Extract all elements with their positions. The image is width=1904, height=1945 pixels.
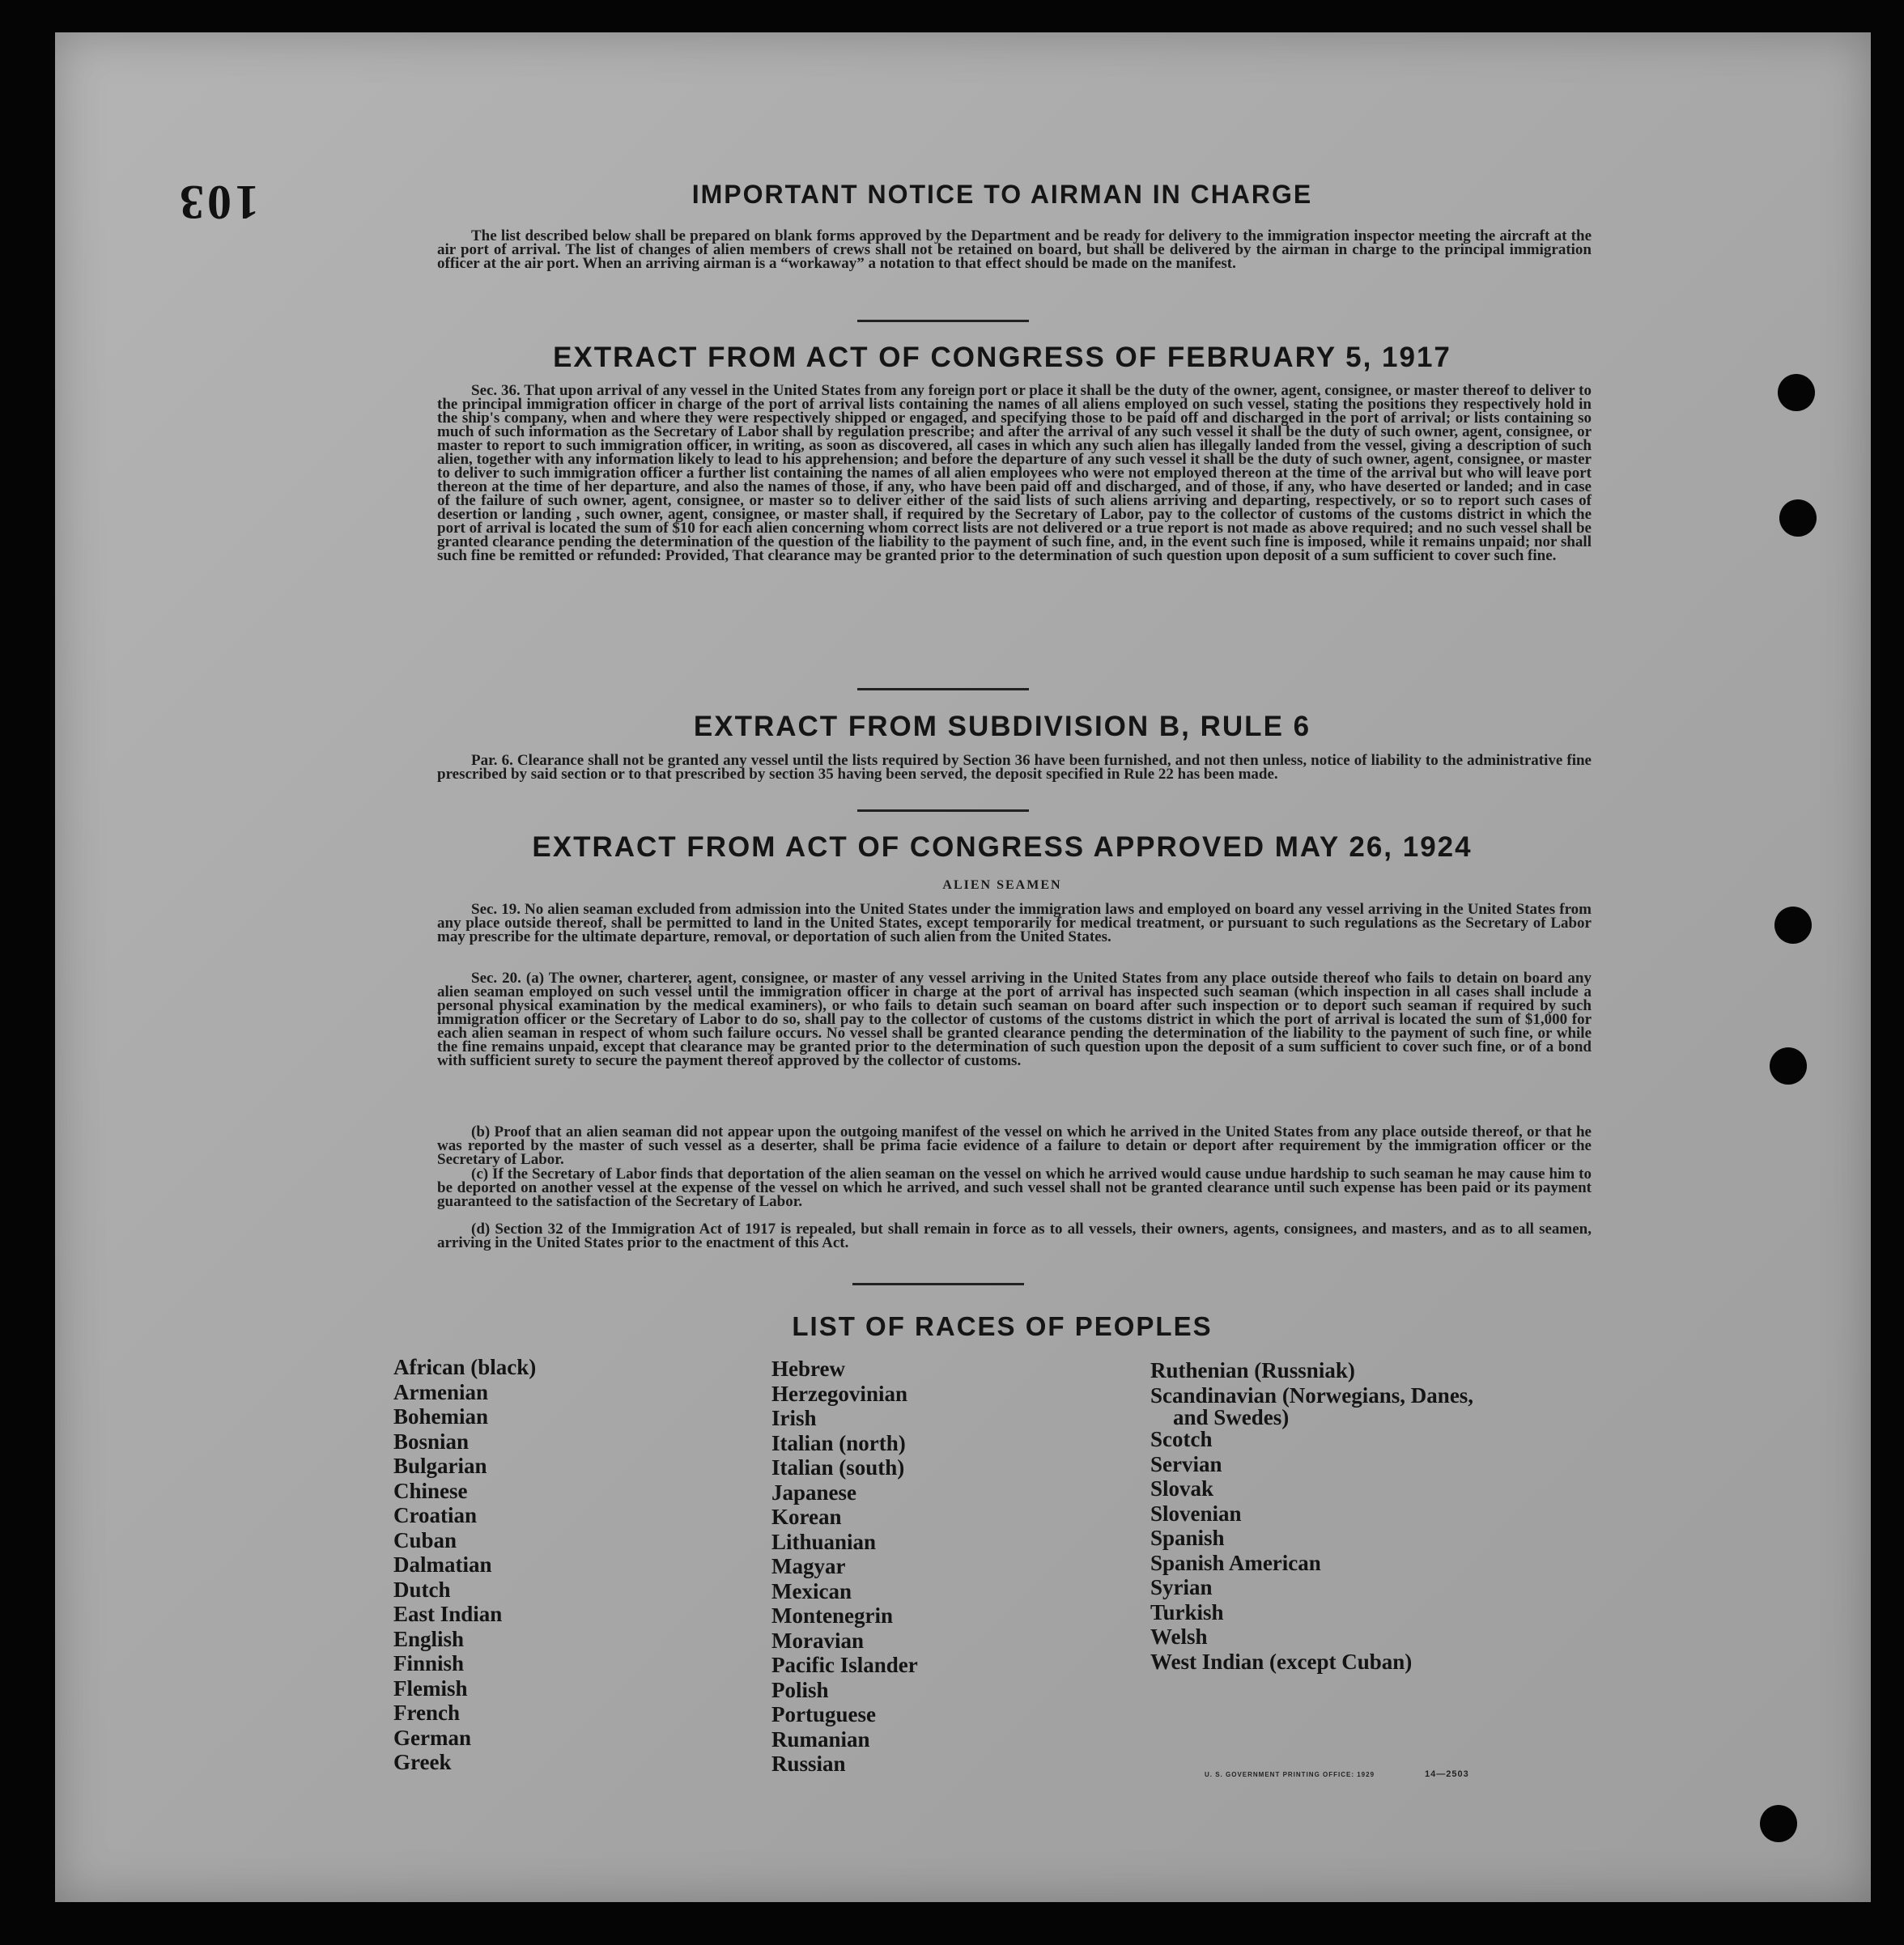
race-item: Dutch	[393, 1577, 451, 1602]
race-item: Finnish	[393, 1651, 465, 1675]
race-item: Herzegovinian	[771, 1381, 907, 1406]
race-item: Irish	[771, 1406, 817, 1430]
race-item: Hebrew	[771, 1357, 845, 1381]
race-item: French	[393, 1701, 460, 1725]
notice-text: The list described below shall be prepared on blank forms approved by the Department and be ready for delivery to the immigration inspector meeting the aircraft at the air port of arrival. The list of changes of alien members of crews shall not be retained on board, but shall be delivered by the airman in charge to the principal immigration officer at the air port. When an arriving airman is a “workaway” a notation to that effect should be made on the manifest.	[437, 227, 1592, 272]
sec-20d-text: (d) Section 32 of the Immigration Act of 1917 is repealed, but shall remain in force as to all vessels, their owners, agents, consignees, and masters, and as to all seamen, arriving in the United States prior to the enactment of this Act.	[437, 1221, 1592, 1251]
extract-1924-title: EXTRACT FROM ACT OF CONGRESS APPROVED MAY 26, 1924	[532, 831, 1473, 863]
extract-1917-text: Sec. 36. That upon arrival of any vessel in the United States from any foreign port or place it shall be the duty of the owner, agent, consignee, or master thereof to deliver to the principal immigration officer in charge of the port of arrival lists containing the names of all aliens employed on such vessel, stating the positions they respectively hold in the ship's company, when and where they were respectively shipped or engaged, and specifying those to be paid off and discharged in the port of arrival; or lists containing so much of such information as the Secretary of Labor shall by regulation prescribe; and after the arrival of any such vessel it shall be the duty of such owner, agent, consignee, or master to report to such immigration officer, in writing, as soon as discovered, all cases in which any such alien has illegally landed from the vessel, giving a description of such alien, together with any information likely to lead to his apprehension; and before the departure of any such vessel it shall be the duty of such owner, agent, consignee, or master to deliver to such immigration officer a further list containing the names of all alien employees who were not employed thereon at the time of the arrival but who will leave port thereon at the time of her departure, and also the names of those, if any, who have been paid off and discharged, and of those, if any, who have deserted or landed; and in case of the failure of such owner, agent, consignee, or master so to deliver either of the said lists of such aliens arriving and departing, respectively, or so to report such cases of desertion or landing , such owner, agent, consignee, or master shall, if required by the Secretary of Labor, pay to the collector of customs of the customs district in which the port of arrival is located the sum of $10 for each alien concerning whom correct lists are not delivered or a true report is not made as above required; and no such vessel shall be granted clearance pending the determination of the question of the liability to the payment of such fine, and, in the event such fine is imposed, while it remains unpaid; nor shall such fine be remitted or refunded: Provided, That clearance may be granted prior to the determination of such question upon deposit of a sum sufficient to cover such fine.	[437, 382, 1592, 564]
divider	[857, 320, 1029, 322]
race-item: Servian	[1150, 1451, 1222, 1476]
race-item: Spanish	[1150, 1526, 1225, 1550]
race-item: Armenian	[393, 1379, 488, 1404]
race-item: Japanese	[771, 1480, 857, 1505]
sec-20a-text: Sec. 20. (a) The owner, charterer, agent, consignee, or master of any vessel arriving in the United States from any place outside thereof who fails to detain on board any alien seaman employed on such vessel until the immigration officer in charge at the port of arrival has inspected such seaman (which inspection in all cases shall include a personal physical examination by the medical examiners), or who fails to detain such seaman on board after such inspection or to deport such seaman if required by such immigration officer or the Secretary of Labor to do so, shall pay to the collector of customs of the customs district in which the port of arrival is located the sum of $1,000 for each alien seaman in respect of whom such failure occurs. No vessel shall be granted clearance pending the determination of the liability to the payment of such fine, or while the fine remains unpaid, except that clearance may be granted prior to the determination of such question upon the deposit of a sum sufficient to cover such fine, or of a bond with sufficient surety to secure the payment thereof approved by the collector of customs.	[437, 970, 1592, 1069]
race-item: East Indian	[393, 1602, 503, 1626]
race-item: Spanish American	[1150, 1550, 1321, 1575]
race-item: Rumanian	[771, 1726, 870, 1752]
race-item: Chinese	[393, 1478, 468, 1503]
race-item: Ruthenian (Russniak)	[1150, 1358, 1355, 1382]
race-item: Magyar	[771, 1554, 846, 1578]
punch-hole	[1774, 907, 1812, 944]
document-page	[55, 32, 1871, 1902]
race-item: Croatian	[393, 1503, 478, 1527]
race-item: Russian	[771, 1752, 846, 1776]
races-column-1	[393, 1355, 536, 1775]
race-item: Scotch	[1150, 1427, 1213, 1451]
race-item: Turkish	[1150, 1599, 1224, 1624]
race-item: Portuguese	[771, 1702, 876, 1726]
race-item: Flemish	[393, 1675, 468, 1701]
punch-hole	[1779, 499, 1817, 537]
race-item: Bulgarian	[393, 1454, 487, 1478]
race-item: Italian (south)	[771, 1455, 905, 1480]
race-item: Syrian	[1150, 1575, 1213, 1599]
races-column-3	[1150, 1358, 1473, 1674]
race-item: English	[393, 1626, 465, 1651]
race-item: Greek	[393, 1750, 452, 1774]
notice-title: IMPORTANT NOTICE TO AIRMAN IN CHARGE	[691, 180, 1313, 209]
extract-1917-title: EXTRACT FROM ACT OF CONGRESS OF FEBRUARY 5, 1917	[553, 342, 1451, 373]
race-item: Cuban	[393, 1527, 457, 1552]
race-item: Korean	[771, 1505, 842, 1529]
punch-hole	[1778, 374, 1815, 411]
race-item: Bohemian	[393, 1404, 489, 1429]
race-item: Slovak	[1150, 1476, 1214, 1501]
race-item: Polish	[771, 1677, 829, 1702]
printer-imprint: U. S. GOVERNMENT PRINTING OFFICE: 1929	[1205, 1771, 1375, 1778]
sec-20c-text: (c) If the Secretary of Labor finds that deportation of the alien seaman on the vessel on which he arrived would cause undue hardship to such seaman he may cause him to be deported on another vessel at the expense of the vessel on which he arrived, and such vessel shall not be granted clearance until such expense has been paid or its payment guaranteed to the satisfaction of the Secretary of Labor.	[437, 1166, 1592, 1210]
page-number-stamp: 103	[176, 176, 259, 229]
race-item: Montenegrin	[771, 1603, 893, 1628]
races-column-2	[771, 1357, 918, 1777]
race-item: Mexican	[771, 1578, 852, 1603]
punch-hole	[1760, 1805, 1797, 1842]
rule-6-text: Par. 6. Clearance shall not be granted any vessel until the lists required by Section 36 have been furnished, and not then unless, notice of liability to the administrative fine prescribed by said section or to that prescribed by section 35 having been served, the deposit specified in Rule 22 has been made.	[437, 752, 1592, 783]
alien-seamen-subtitle: ALIEN SEAMEN	[942, 878, 1062, 892]
divider	[857, 688, 1029, 690]
race-item: Welsh	[1150, 1624, 1208, 1649]
punch-hole	[1770, 1047, 1807, 1085]
race-item: African (black)	[393, 1355, 537, 1379]
race-item: Slovenian	[1150, 1501, 1242, 1526]
race-item: Scandinavian (Norwegians, Danes,	[1150, 1382, 1474, 1408]
race-item: Pacific Islander	[771, 1653, 918, 1677]
divider	[857, 809, 1029, 812]
divider	[852, 1283, 1024, 1285]
race-item: German	[393, 1725, 471, 1750]
sec-19-text: Sec. 19. No alien seaman excluded from admission into the United States under the immigration laws and employed on board any vessel arriving in the United States from any place outside thereof, shall be permitted to land in the United States, except temporarily for medical treatment, or pursuant to such regulations as the Secretary of Labor may prescribe for the ultimate departure, removal, or deportation of such alien from the United States.	[437, 901, 1592, 945]
race-item: and Swedes)	[1173, 1405, 1290, 1429]
rule-6-title: EXTRACT FROM SUBDIVISION B, RULE 6	[693, 711, 1311, 742]
race-item: West Indian (except Cuban)	[1150, 1649, 1413, 1674]
race-item: Lithuanian	[771, 1529, 877, 1554]
race-item: Dalmatian	[393, 1552, 492, 1577]
sec-20b-text: (b) Proof that an alien seaman did not appear upon the outgoing manifest of the vessel on which he arrived in the United States from any place outside thereof, or that he was reported by the master of such vessel as a deserter, shall be prima facie evidence of a failure to detain or deport after requirement by the immigration officer or the Secretary of Labor.	[437, 1123, 1592, 1168]
form-number: 14—2503	[1425, 1769, 1469, 1779]
race-item: Italian (north)	[771, 1430, 906, 1455]
races-title: LIST OF RACES OF PEOPLES	[792, 1311, 1213, 1341]
race-item: Moravian	[771, 1628, 864, 1653]
race-item: Bosnian	[393, 1429, 470, 1454]
